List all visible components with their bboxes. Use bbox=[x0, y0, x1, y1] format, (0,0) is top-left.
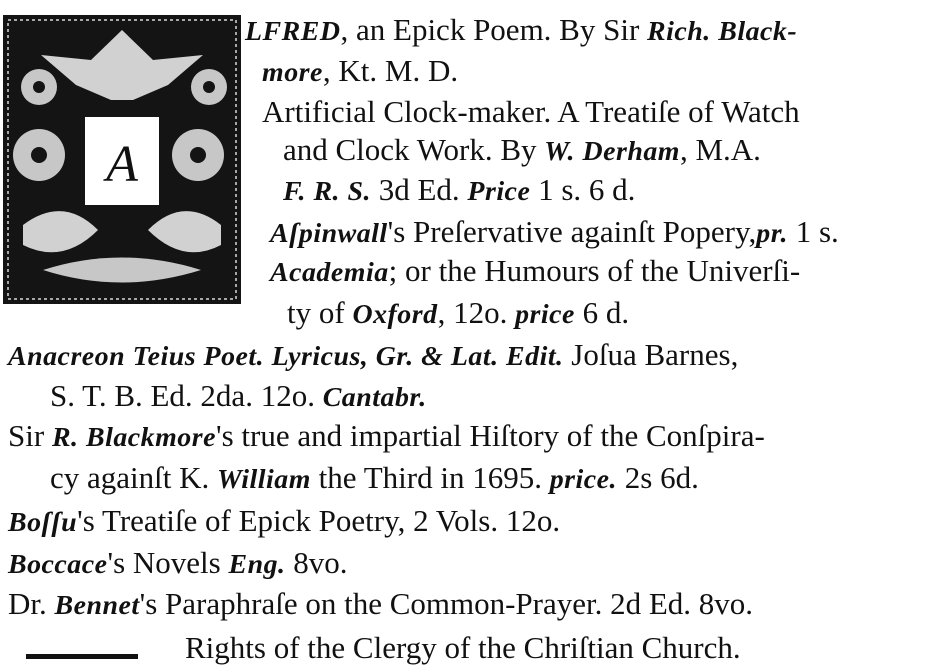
italic-text: R. Blackmore bbox=[51, 422, 216, 453]
italic-text: Boccace bbox=[8, 549, 108, 580]
text: Joſua Barnes, bbox=[563, 337, 739, 372]
entry-clock-cont bbox=[283, 134, 761, 166]
text: the Third in 1695. bbox=[310, 460, 550, 495]
italic-text: F. R. S. bbox=[283, 176, 371, 207]
entry-bennet bbox=[8, 588, 753, 620]
entry-blackmore bbox=[8, 420, 765, 452]
text: cy againſt K. bbox=[50, 460, 218, 495]
italic-text: William bbox=[217, 464, 311, 495]
text: Rights of the Clergy of the Chriſtian Church. bbox=[185, 630, 741, 665]
italic-text: Academia bbox=[270, 257, 389, 288]
eagle-ornament-icon bbox=[3, 15, 241, 304]
text: ty of bbox=[287, 295, 353, 330]
italic-text: more bbox=[262, 57, 323, 88]
text: Dr. bbox=[8, 586, 55, 621]
text: 2s 6d. bbox=[617, 460, 699, 495]
entry-bossu bbox=[8, 505, 560, 537]
italic-text: Boſſu bbox=[8, 507, 78, 538]
entry-clock-price bbox=[283, 174, 635, 206]
text: 3d Ed. bbox=[370, 172, 468, 207]
text: 's Preſervative againſt Popery, bbox=[387, 214, 757, 249]
entry-rights bbox=[185, 632, 741, 663]
text: ; or the Humours of the Univerſi- bbox=[388, 253, 801, 288]
text: S. T. B. Ed. 2da. 12o. bbox=[50, 378, 323, 413]
text: Artificial Clock-maker. A Treatiſe of Watch bbox=[262, 94, 800, 129]
text: 's Novels bbox=[107, 545, 229, 580]
italic-text: Rich. Black- bbox=[647, 16, 798, 47]
entry-alfred-cont bbox=[262, 55, 458, 87]
italic-text: pr. bbox=[756, 218, 788, 249]
text: , Kt. M. D. bbox=[322, 53, 459, 88]
italic-text: Oxford bbox=[352, 299, 438, 330]
entry-academia bbox=[270, 255, 800, 287]
italic-text: Bennet bbox=[54, 590, 140, 621]
italic-text: Cantabr. bbox=[322, 382, 427, 413]
text: 1 s. 6 d. bbox=[530, 172, 636, 207]
italic-text: Price bbox=[467, 176, 531, 207]
italic-text: price bbox=[515, 299, 575, 330]
italic-text: Anacreon Teius Poet. Lyricus, Gr. & Lat. Edit. bbox=[8, 341, 564, 372]
text: 's true and impartial Hiſtory of the Conſpira- bbox=[215, 418, 765, 453]
text: 's Treatiſe of Epick Poetry, 2 Vols. 12o. bbox=[77, 503, 561, 538]
ditto-dash bbox=[26, 654, 138, 659]
italic-text: Aſpinwall bbox=[270, 218, 388, 249]
text: Sir bbox=[8, 418, 52, 453]
entry-anacreon bbox=[8, 339, 738, 371]
initial-letter: A bbox=[106, 136, 138, 193]
entry-clock bbox=[262, 96, 800, 127]
text: , 12o. bbox=[437, 295, 516, 330]
entry-blackmore-cont bbox=[50, 462, 699, 494]
text: , an Epick Poem. By Sir bbox=[340, 12, 648, 47]
text: 1 s. bbox=[787, 214, 839, 249]
italic-text: LFRED bbox=[245, 16, 341, 47]
entry-boccace bbox=[8, 547, 348, 579]
italic-text: price. bbox=[549, 464, 617, 495]
text: , M.A. bbox=[679, 132, 761, 167]
entry-alfred bbox=[245, 14, 797, 46]
text: 6 d. bbox=[574, 295, 630, 330]
italic-text: W. Derham bbox=[544, 136, 680, 167]
italic-text: Eng. bbox=[228, 549, 286, 580]
entry-aspinwall bbox=[270, 216, 839, 248]
decorative-initial bbox=[3, 15, 241, 304]
entry-anacreon-cont bbox=[50, 380, 427, 412]
text: and Clock Work. By bbox=[283, 132, 545, 167]
text: 8vo. bbox=[285, 545, 348, 580]
text: 's Paraphraſe on the Common-Prayer. 2d Ed. 8vo. bbox=[139, 586, 754, 621]
entry-academia-cont bbox=[287, 297, 629, 329]
